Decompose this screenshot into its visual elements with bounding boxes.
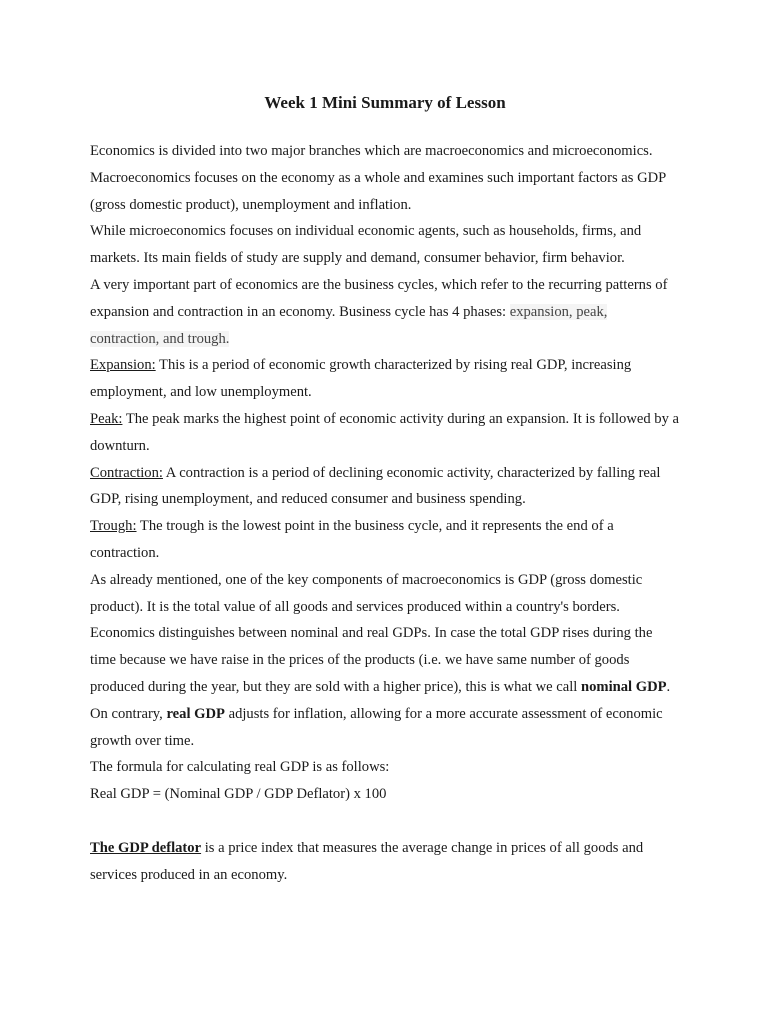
paragraph-business-cycles (90, 272, 680, 352)
paragraph-branches: Economics is divided into two major branches which are macroeconomics and microeconomics. Macroeconomics focuses on the economy as a whole and examines such important factors as GDP (gross domestic product), unemployment and inflation. (90, 143, 666, 213)
nominal-real-text-1: Economics distinguishes between nominal and real GDPs. In case the total GDP rises during the time because we have raise in the prices of the products (i.e. we have same number of goods produced during the year, but they are sold with a higher price), this is what we call (90, 625, 653, 695)
paragraph-formula-intro: The formula for calculating real GDP is as follows: (90, 759, 390, 776)
paragraph-trough (90, 513, 680, 567)
document-body (90, 138, 680, 888)
business-cycles-text: A very important part of economics are the business cycles, which refer to the recurring patterns of expansion and contraction in an economy. Business cycle has 4 phases: (90, 276, 668, 320)
definition-gdp-deflator: is a price index that measures the average change in prices of all goods and services produced in an economy. (90, 839, 644, 883)
paragraph-gdp: As already mentioned, one of the key components of macroeconomics is GDP (gross domestic product). It is the total value of all goods and services produced within a country's borders. (90, 571, 643, 615)
term-expansion: Expansion: (90, 357, 156, 374)
business-cycle-phases: expansion, peak, contraction, and trough. (90, 303, 608, 347)
term-real-gdp: real GDP (166, 705, 225, 722)
term-trough: Trough: (90, 518, 137, 535)
document-page (90, 90, 680, 888)
term-nominal-gdp: nominal GDP (581, 678, 667, 695)
term-contraction: Contraction: (90, 464, 163, 481)
definition-contraction: A contraction is a period of declining economic activity, characterized by falling real GDP, rising unemployment, and reduced consumer and business spending. (90, 464, 661, 508)
definition-peak: The peak marks the highest point of economic activity during an expansion. It is followed by a downturn. (90, 410, 680, 454)
document-title: Week 1 Mini Summary of Lesson (264, 93, 506, 112)
real-gdp-formula: Real GDP = (Nominal GDP / GDP Deflator) x 100 (90, 786, 387, 803)
paragraph-nominal-real (90, 620, 680, 754)
blank-line (90, 808, 680, 835)
paragraph-expansion (90, 352, 680, 406)
definition-expansion: This is a period of economic growth characterized by rising real GDP, increasing employment, and low unemployment. (90, 357, 632, 401)
paragraph-microeconomics: While microeconomics focuses on individual economic agents, such as households, firms, and markets. Its main fields of study are supply and demand, consumer behavior, firm behavior. (90, 223, 642, 267)
paragraph-peak (90, 406, 680, 460)
paragraph-contraction (90, 460, 680, 514)
paragraph-deflator (90, 835, 680, 889)
term-gdp-deflator: The GDP deflator (90, 839, 202, 856)
term-peak: Peak: (90, 410, 123, 427)
nominal-real-text-2: . On contrary, (90, 678, 671, 722)
definition-trough: The trough is the lowest point in the business cycle, and it represents the end of a contraction. (90, 518, 614, 561)
nominal-real-text-3: adjusts for inflation, allowing for a more accurate assessment of economic growth over time. (90, 705, 663, 749)
